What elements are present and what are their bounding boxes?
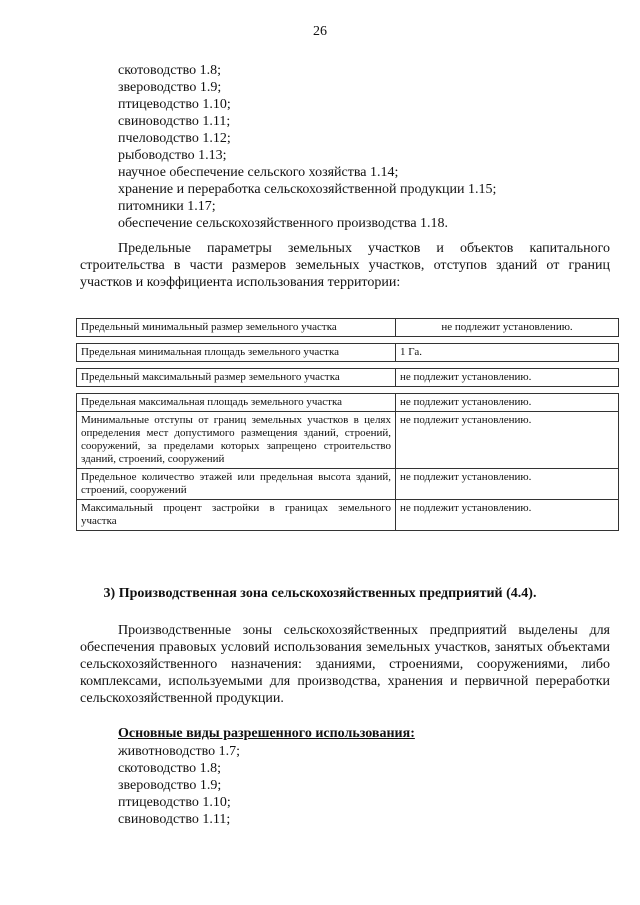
- param-name-cell: Предельная минимальная площадь земельного участка: [77, 344, 396, 362]
- bottom-usage-list: [118, 743, 598, 828]
- param-name-cell: Минимальные отступы от границ земельных участков в целях определения мест допустимого размещения зданий, строений, сооружений, за пределами которых запрещено строительство зданий, строений, сооружений: [77, 412, 396, 469]
- param-name-cell: Предельное количество этажей или предельная высота зданий, строений, сооружений: [77, 469, 396, 500]
- param-name-cell: Предельная максимальная площадь земельного участка: [77, 394, 396, 412]
- table-row: [77, 319, 619, 337]
- param-value-cell: не подлежит установлению.: [396, 394, 619, 412]
- param-name-cell: Предельный максимальный размер земельного участка: [77, 369, 396, 387]
- param-value-cell: не подлежит установлению.: [396, 412, 619, 469]
- params-table: [76, 318, 619, 531]
- list-item: рыбоводство 1.13;: [118, 148, 227, 163]
- table-row: [77, 500, 619, 531]
- zone-paragraph: Производственные зоны сельскохозяйственных предприятий выделены для обеспечения правовых условий использования земельных участков, занятых объектами сельскохозяйственного назначения: зданиями, строениями, сооружениями, либо комплексами, используемыми для производства, хранения и первичной переработки сельскохозяйственной продукции.: [80, 623, 610, 706]
- top-usage-list: [118, 62, 598, 232]
- param-value-cell: не подлежит установлению.: [396, 500, 619, 531]
- list-item: животноводство 1.7;: [118, 744, 241, 759]
- list-item: пчеловодство 1.12;: [118, 131, 231, 146]
- list-item: звероводство 1.9;: [118, 80, 222, 95]
- list-item: свиноводство 1.11;: [118, 114, 231, 129]
- table-row: [77, 394, 619, 412]
- param-value-cell: не подлежит установлению.: [396, 469, 619, 500]
- list-item: скотоводство 1.8;: [118, 761, 222, 776]
- params-paragraph: Предельные параметры земельных участков и объектов капитального строительства в части размеров земельных участков, отступов зданий от границ участков и коэффициента использования территории:: [80, 241, 610, 290]
- list-item: хранение и переработка сельскохозяйственной продукции 1.15;: [118, 182, 497, 197]
- list-item: скотоводство 1.8;: [118, 63, 222, 78]
- list-item: обеспечение сельскохозяйственного производства 1.18.: [118, 216, 449, 231]
- list-item: звероводство 1.9;: [118, 778, 222, 793]
- page-number: 26: [313, 24, 327, 39]
- list-item: питомники 1.17;: [118, 199, 216, 214]
- table-row: [77, 412, 619, 469]
- list-item: научное обеспечение сельского хозяйства 1.14;: [118, 165, 399, 180]
- zone-heading: 3) Производственная зона сельскохозяйственных предприятий (4.4).: [103, 586, 537, 601]
- param-value-cell: 1 Га.: [396, 344, 619, 362]
- param-name-cell: Максимальный процент застройки в границах земельного участка: [77, 500, 396, 531]
- param-value-cell: не подлежит установлению.: [396, 319, 619, 337]
- usage-types-heading: Основные виды разрешенного использования:: [118, 726, 415, 741]
- list-item: свиноводство 1.11;: [118, 812, 231, 827]
- table-row: [77, 369, 619, 387]
- list-item: птицеводство 1.10;: [118, 97, 231, 112]
- table-row: [77, 469, 619, 500]
- table-row: [77, 344, 619, 362]
- param-value-cell: не подлежит установлению.: [396, 369, 619, 387]
- param-name-cell: Предельный минимальный размер земельного участка: [77, 319, 396, 337]
- list-item: птицеводство 1.10;: [118, 795, 231, 810]
